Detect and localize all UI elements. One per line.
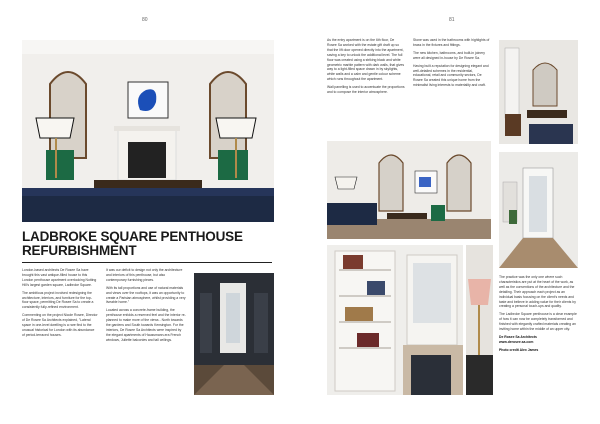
page-number-right: 81 (449, 17, 455, 23)
headline-line-1: LADBROKE SQUARE PENTHOUSE (22, 229, 243, 244)
paragraph: The Ladbroke Square penthouse is a clear example of how it can now be completely transformed and finished with elegantly crafted materials creating an inviting home within the middle of an upper city. (499, 312, 577, 332)
dining-photo (499, 40, 578, 144)
living-room-photo (22, 40, 274, 222)
lamp-photo (466, 245, 493, 395)
credit-website[interactable]: www.derosee.sa.com (499, 339, 534, 344)
paragraph: London-based architects De Rosee Sa have brought this vast antique-filled house to this London penthouse apartment overlooking Notting Hill's largest garden square, Ladbroke Square. (22, 268, 97, 287)
corridor-photo (499, 152, 578, 268)
photo-credit: Photo credit Alex James (499, 347, 539, 352)
paragraph: Located across a concrete-frame building, the penthouse enfolds a reserved feel and the interior re-planned to make more of the views - North towards the gardens and South towards Kensington. For the interiors, De Rosee Sa Architects were inspired by the elegant apartments of Haussmann-era French windows, Juliette balconies and tall ceilings. (106, 308, 186, 342)
paragraph: As the entry apartment is on the 6th floor, De Rosee Sa worked with the estate gift draft up so that the lift door opened directly into the apartment, saving a key to unlock the additional level. The full floor was created using a striking black and white geometric marble pattern with dark walls, that gives way to a light-filled space drawn in by skylights, white walls and a calm and gentle colour scheme which runs throughout the apartment. (327, 38, 405, 82)
bookshelf-photo (327, 245, 463, 395)
headline-line-2: REFURBISHMENT (22, 243, 137, 258)
paragraph: The practice was the only one where such characteristics are put at the heart of the work, as well as the conventions of the architecture and the detailing. Their approach each project as an individual basis focusing on the client's needs and taste and believe in adding value for their clients by creating a personal touch-ups and quality. (499, 275, 576, 309)
credit-firm: De Rosee Sa Architects (499, 334, 537, 339)
paragraph: Commenting on the project Nicole Rosee, Director of De Rosee Sa Architects explained, "Lateral space in one-level dwelling is a rare find to the unusual historical for London with its abundance of period-terraced houses. (22, 313, 98, 337)
paragraph: Wall panelling is used to accentuate the proportions and to compose the interior atmosphere. (327, 85, 405, 95)
hallway-photo (194, 273, 274, 395)
left-text-column-2 (106, 268, 186, 346)
paragraph: The new kitchen, bathrooms, and built-in joinery were all designed in-house by De Rosee Sa. (413, 50, 485, 60)
page-number-left: 80 (142, 17, 148, 23)
right-text-column-1 (327, 38, 405, 98)
paragraph: With its tall proportions and use of natural materials and views over the rooftops, it was an opportunity to create a Parisian atmosphere, whilst providing a very liveable home." (106, 285, 186, 305)
sitting-room-photo (327, 141, 491, 239)
paragraph: Having built a reputation for designing elegant and well-detailed schemes in the residential, educational, retail and community sectors, De Rosee Sa created this unique home from the minimalist living interests to materiality and craft. (413, 63, 489, 88)
right-text-column-3 (499, 275, 579, 353)
paragraph: The ambitious project involved redesigning the architecture, interiors, and furniture for the top-floor space, permitting De Rosee Sa to create a consistently fully-refined environment. (22, 290, 94, 310)
paragraph: Stone was used in the bathrooms with highlights of brass in the fixtures and fittings. (413, 38, 490, 47)
headline (22, 230, 277, 258)
paragraph: It was our deficit to design not only the architecture and interiors of this penthouse, but also contemporary furnishing pieces. (106, 268, 183, 282)
left-text-column-1 (22, 268, 98, 341)
headline-rule (22, 262, 272, 263)
right-text-column-2 (413, 38, 491, 91)
